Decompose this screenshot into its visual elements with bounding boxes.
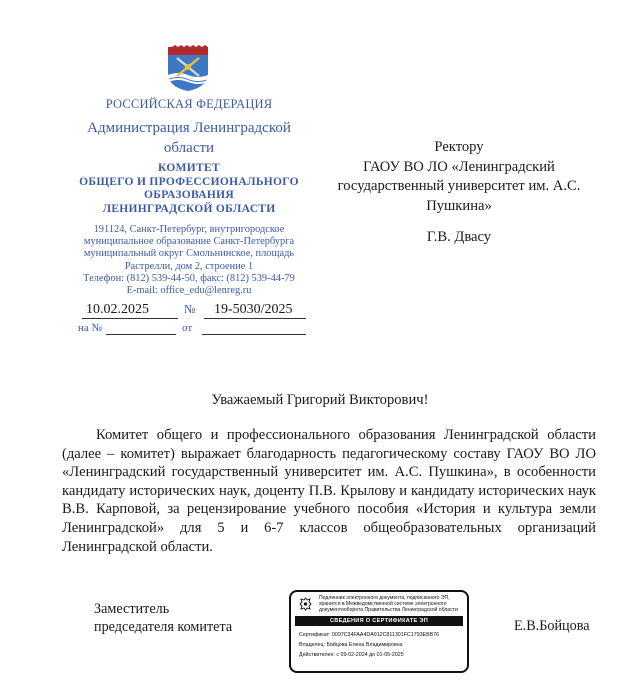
administration-title bbox=[72, 118, 306, 158]
address-line: Растрелли, дом 2, строение 1 bbox=[124, 260, 254, 272]
committee-line: КОМИТЕТ bbox=[158, 162, 220, 174]
committee-line: ЛЕНИНГРАДСКОЙ ОБЛАСТИ bbox=[102, 202, 276, 215]
state-emblem-icon bbox=[299, 597, 312, 611]
recipient-line: государственный университет им. А.С. bbox=[337, 178, 581, 194]
reply-reference-line bbox=[78, 322, 306, 338]
number-sign: № bbox=[184, 302, 196, 316]
letter-body: Комитет общего и профессионального образования Ленинградской области (далее – комитет) выражает благодарность педагогическому составу ГАОУ ВО ЛО «Ленинградский государственный университет им. А.С. Пушкина», в особенности кандидату исторических наук, доценту П.В. Крылову и кандидату исторических наук В.В. Карповой, за рецензирование учебного пособия «История и культура земли Ленинградской» для 5 и 6-7 классов общеобразовательных организаций Ленинградской области. bbox=[62, 427, 596, 555]
coat-of-arms-icon bbox=[166, 45, 210, 91]
administration-line-1: Администрация Ленинградской bbox=[87, 120, 291, 136]
phone-line: Телефон: (812) 539-44-50, факс: (812) 539-44-79 bbox=[83, 272, 295, 284]
signatory-position bbox=[94, 600, 264, 636]
position-line: председателя комитета bbox=[94, 619, 233, 635]
recipient-block bbox=[328, 138, 590, 216]
recipient-name: Г.В. Двасу bbox=[426, 229, 492, 245]
committee-line: ОБРАЗОВАНИЯ bbox=[144, 189, 234, 201]
certificate-validity: Действителен: с 09-02-2024 до 01-05-2025 bbox=[299, 652, 404, 658]
administration-line-2: области bbox=[163, 140, 215, 156]
position-line: Заместитель bbox=[94, 601, 170, 617]
stamp-header: СВЕДЕНИЯ О СЕРТИФИКАТЕ ЭП bbox=[295, 616, 463, 626]
address-line: 191124, Санкт-Петербург, внутригородское bbox=[93, 224, 285, 235]
committee-title bbox=[72, 162, 306, 216]
reply-to-label: на № bbox=[78, 322, 103, 334]
committee-line: ОБЩЕГО И ПРОФЕССИОНАЛЬНОГО bbox=[79, 175, 299, 188]
recipient-line: Пушкина» bbox=[426, 197, 492, 214]
country-title: РОССИЙСКАЯ ФЕДЕРАЦИЯ bbox=[105, 97, 273, 111]
certificate-owner: Владелец: Бойцова Елена Владимировна bbox=[299, 642, 403, 648]
address-block bbox=[72, 224, 306, 297]
address-line: муниципальный округ Смольнинское, площадь bbox=[83, 248, 295, 260]
certificate-number: Сертификат: 0097C34FAA4DA912C811301FC1793EBB76 bbox=[299, 632, 440, 638]
recipient-line: ГАОУ ВО ЛО «Ленинградский bbox=[363, 158, 555, 175]
document-date: 10.02.2025 bbox=[86, 302, 149, 317]
salutation: Уважаемый Григорий Викторович! bbox=[211, 392, 429, 408]
registration-number: 19-5030/2025 bbox=[214, 302, 293, 317]
address-line: муниципальное образование Санкт-Петербурга bbox=[83, 236, 295, 248]
electronic-signature-stamp bbox=[289, 590, 469, 673]
stamp-note: Подлинник электронного документа, подписанного ЭП, хранится в Межведомственной системе электронного документооборота Правительства Ленинградской области bbox=[319, 595, 458, 614]
from-label: от bbox=[182, 322, 193, 334]
recipient-line: Ректору bbox=[434, 139, 484, 155]
registration-line bbox=[78, 302, 306, 320]
email-line: E-mail: office_edu@lenreg.ru bbox=[126, 285, 252, 297]
signatory-name: Е.В.Бойцова bbox=[514, 618, 590, 634]
